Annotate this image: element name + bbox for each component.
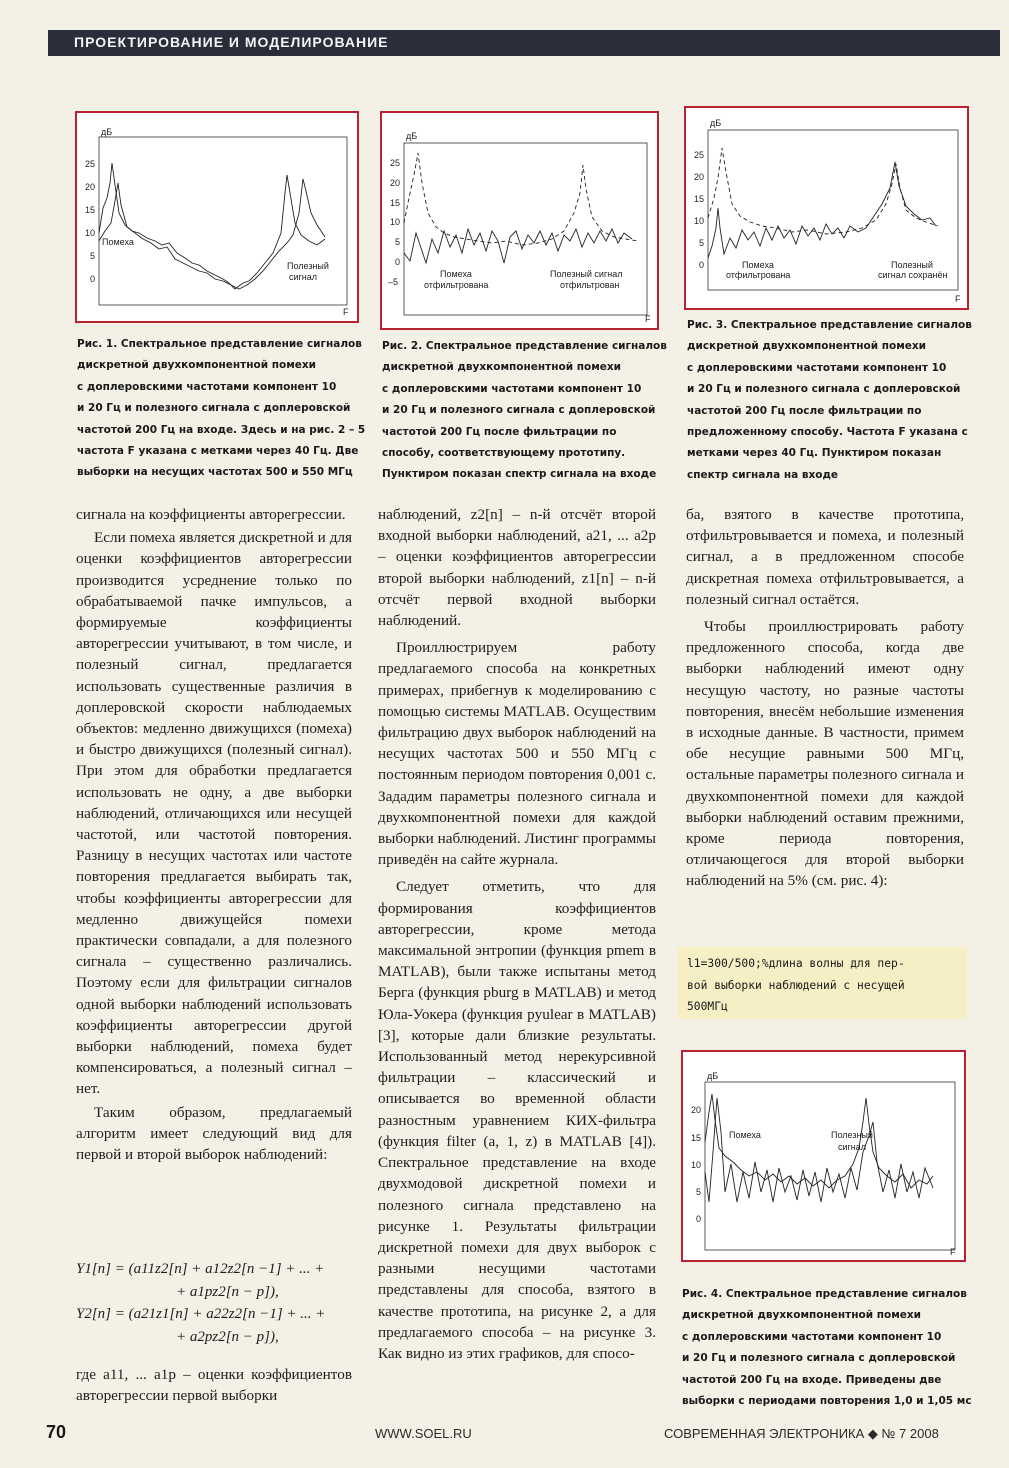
- paragraph: наблюдений, z2[n] – n-й отсчёт второй входной выборки наблюдений, a21, ... a2p – оценки коэффициентов авторегрессии второй выборки наблюдений, z1[n] – n-й отсчёт первой входной выборки наблюдений.: [378, 506, 656, 630]
- fig1-unit: дБ: [101, 127, 113, 137]
- text-column-1: [76, 504, 352, 1165]
- figure-2: [380, 111, 659, 330]
- fig4-unit: дБ: [707, 1071, 719, 1081]
- fig1-signal-label: сигнал: [289, 272, 318, 282]
- fig2-signal-label: отфильтрован: [560, 280, 620, 290]
- figure-2-plot: [382, 113, 657, 328]
- text-column-1-end: [76, 1364, 352, 1406]
- figure-1-caption: Рис. 1. Спектральное представление сигналов дискретной двухкомпонентной помехи с доплеровскими частотами компонент 10 и 20 Гц и полезного сигнала с доплеровской частотой 200 Гц на входе. Здесь и на рис. 2 – 5 частота F указана с метками через 40 Гц. Две выборки на несущих частотах 500 и 550 МГц: [77, 338, 366, 479]
- figure-3-plot: [686, 108, 967, 308]
- paragraph: где a11, ... a1p – оценки коэффициентов авторегрессии первой выборки: [76, 1366, 352, 1405]
- figure-2-caption: Рис. 2. Спектральное представление сигналов дискретной двухкомпонентной помехи с доплеровскими частотами компонент 10 и 20 Гц и полезного сигнала с доплеровской частотой 200 Гц после фильтрации по способу, соответствующему прототипу. Пунктиром показан спектр сигнала на входе: [382, 340, 667, 481]
- fig1-tick: 20: [85, 182, 96, 192]
- journal-name: СОВРЕМЕННАЯ ЭЛЕКТРОНИКА ◆ № 7 2008: [664, 1426, 939, 1441]
- fig2-tick: 5: [395, 237, 401, 247]
- fig3-tick: 0: [699, 260, 705, 270]
- paragraph: ба, взятого в качестве прототипа, отфильтровывается и помеха, и полезный сигнал, а в предложенном способе дискретная помеха отфильтровывается, а полезный сигнал остаётся.: [686, 506, 964, 608]
- fig4-tick: 10: [691, 1160, 702, 1170]
- fig1-signal-label: Полезный: [287, 261, 329, 271]
- fig4-tick: 20: [691, 1105, 702, 1115]
- paragraph: Если помеха является дискретной и для оценки коэффициентов авторегрессии производится усреднение только по обрабатываемой пачке импульсов, а формируемые коэффициенты авторегрессии учитывают, в том числе, и полезный сигнал, предлагается использовать существенные различия в доплеровской скорости наблюдаемых объектов: медленно движущихся (помеха) и быстро движущихся (полезный сигнал). При этом для обработки предлагается использовать не одну, а две выборки наблюдений, отличающихся или несущей частотой, или частотой повторения. Разницу в несущих частотах или частоте повторения предлагается выбирать так, чтобы коэффициенты авторегрессии для медленно движущейся помехи практически совпадали, а для полезного сигнала – существенно различались. Поэтому если для фильтрации сигналов одной выборки наблюдений использовать коэффициенты авторегрессии другой выборки наблюдений, помеха будет компенсироваться, а полезный сигнал – нет.: [76, 529, 352, 1098]
- fig1-tick: 5: [90, 251, 96, 261]
- figure-1-plot: [77, 113, 357, 321]
- algorithm-formula: Y1[n] = (a11z2[n] + a12z2[n −1] + ... + + a1pz2[n − p]), Y2[n] = (a21z1[n] + a22z2[n −1] + ... + + a2pz2[n − p]),: [76, 1261, 326, 1345]
- fig4-tick: 0: [696, 1214, 702, 1224]
- fig2-interference-label: отфильтрована: [424, 280, 489, 290]
- figure-3: [684, 106, 969, 310]
- fig1-tick: 0: [90, 274, 96, 284]
- fig3-tick: 20: [694, 172, 705, 182]
- fig3-signal-label: Полезный: [891, 260, 933, 270]
- fig1-tick: 10: [85, 228, 96, 238]
- paragraph: сигнала на коэффициенты авторегрессии.: [76, 506, 346, 523]
- fig2-tick: 15: [390, 198, 401, 208]
- fig1-tick: 15: [85, 205, 96, 215]
- fig3-signal-label: сигнал сохранён: [878, 270, 948, 280]
- fig2-tick: 25: [390, 158, 401, 168]
- text-column-2: [378, 504, 656, 1364]
- figure-1: [75, 111, 359, 323]
- fig4-tick: 5: [696, 1187, 702, 1197]
- fig2-freq-label: F: [645, 314, 651, 324]
- fig3-unit: дБ: [710, 118, 722, 128]
- fig2-tick: 0: [395, 257, 401, 267]
- site-url: WWW.SOEL.RU: [375, 1426, 472, 1441]
- fig4-tick: 15: [691, 1133, 702, 1143]
- paragraph: Следует отметить, что для формирования коэффициентов авторегрессии, кроме метода максимальной энтропии (функция pmem в MATLAB), были также испытаны метод Берга (функция pburg в MATLAB) и метод Юла-Уокера (функция pyulear в MATLAB) [3], которые дали близкие результаты. Использованный метод нерекурсивной фильтрации – классический и описывается во временной области разностным уравнением КИХ-фильтра (функция filter (a, 1, z) в MATLAB [4]). Спектральное представление на входе двухмодовой дискретной помехи и полезного сигнала представлено на рисунке 1. Результаты фильтрации дискретной помехи для двух выборок с разными несущими частотами представлены для способа, взятого в качестве прототипа, на рисунке 2, а для предлагаемого способа – на рисунке 3. Как видно из этих графиков, для спосо-: [378, 878, 656, 1362]
- fig3-interference-label: отфильтрована: [726, 270, 791, 280]
- fig1-tick: 25: [85, 159, 96, 169]
- paragraph: Проиллюстрируем работу предлагаемого способа на конкретных примерах, прибегнув к моделированию с помощью системы MATLAB. Осуществим фильтрацию двух выборок наблюдений на несущих частотах 500 и 550 МГц с постоянным периодом повторения 0,001 с. Зададим параметры полезного сигнала и двухкомпонентной помехи для каждой выборки наблюдений. Листинг программы приведён на сайте журнала.: [378, 639, 656, 869]
- fig4-signal-label: сигнал: [838, 1142, 867, 1152]
- fig3-tick: 15: [694, 194, 705, 204]
- figure-4: [681, 1050, 966, 1262]
- fig3-tick: 10: [694, 216, 705, 226]
- page-number: 70: [46, 1422, 67, 1442]
- section-header: [48, 30, 1000, 56]
- fig2-tick: 20: [390, 178, 401, 188]
- section-title: ПРОЕКТИРОВАНИЕ И МОДЕЛИРОВАНИЕ: [74, 34, 389, 50]
- paragraph: Таким образом, предлагаемый алгоритм имеет следующий вид для первой и второй выборок наблюдений:: [76, 1103, 352, 1164]
- figure-4-caption: Рис. 4. Спектральное представление сигналов дискретной двухкомпонентной помехи с доплеровскими частотами компонент 10 и 20 Гц и полезного сигнала с доплеровской частотой 200 Гц на входе. Приведены две выборки с периодами повторения 1,0 и 1,05 мс: [682, 1288, 972, 1408]
- fig3-tick: 5: [699, 238, 705, 248]
- figure-4-plot: [683, 1052, 964, 1260]
- fig3-freq-label: F: [955, 294, 961, 304]
- fig4-signal-label: Полезный: [831, 1130, 873, 1140]
- figure-3-caption: Рис. 3. Спектральное представление сигналов дискретной двухкомпонентной помехи с доплеровскими частотами компонент 10 и 20 Гц и полезного сигнала с доплеровской частотой 200 Гц после фильтрации по предложенному способу. Частота F указана с метками через 40 Гц. Пунктиром показан спектр сигнала на входе: [687, 319, 972, 481]
- fig2-interference-label: Помеха: [440, 269, 472, 279]
- fig1-interference-label: Помеха: [102, 237, 134, 247]
- fig3-tick: 25: [694, 150, 705, 160]
- fig2-tick: 10: [390, 217, 401, 227]
- fig1-freq-label: F: [343, 307, 349, 317]
- fig4-freq-label: F: [950, 1247, 956, 1257]
- fig3-interference-label: Помеха: [742, 260, 774, 270]
- fig2-unit: дБ: [406, 131, 418, 141]
- paragraph: Чтобы проиллюстрировать работу предложенного способа, когда две выборки наблюдений имеют одну несущую частоту, но разные частоты повторения, внесём небольшие изменения в исходные данные. В частности, примем обе несущие равными 500 МГц, остальные параметры полезного сигнала и двухкомпонентной помехи для каждой выборки наблюдений оставим прежними, кроме периода повторения, отличающегося для второй выборки наблюдений на 5% (см. рис. 4):: [686, 618, 964, 890]
- fig4-interference-label: Помеха: [729, 1130, 761, 1140]
- text-column-3: [686, 504, 964, 892]
- code-listing: l1=300/500;%длина волны для пер- вой выборки наблюдений с несущей 500МГц: [677, 947, 967, 1019]
- fig2-tick: –5: [388, 277, 399, 287]
- fig2-signal-label: Полезный сигнал: [550, 269, 623, 279]
